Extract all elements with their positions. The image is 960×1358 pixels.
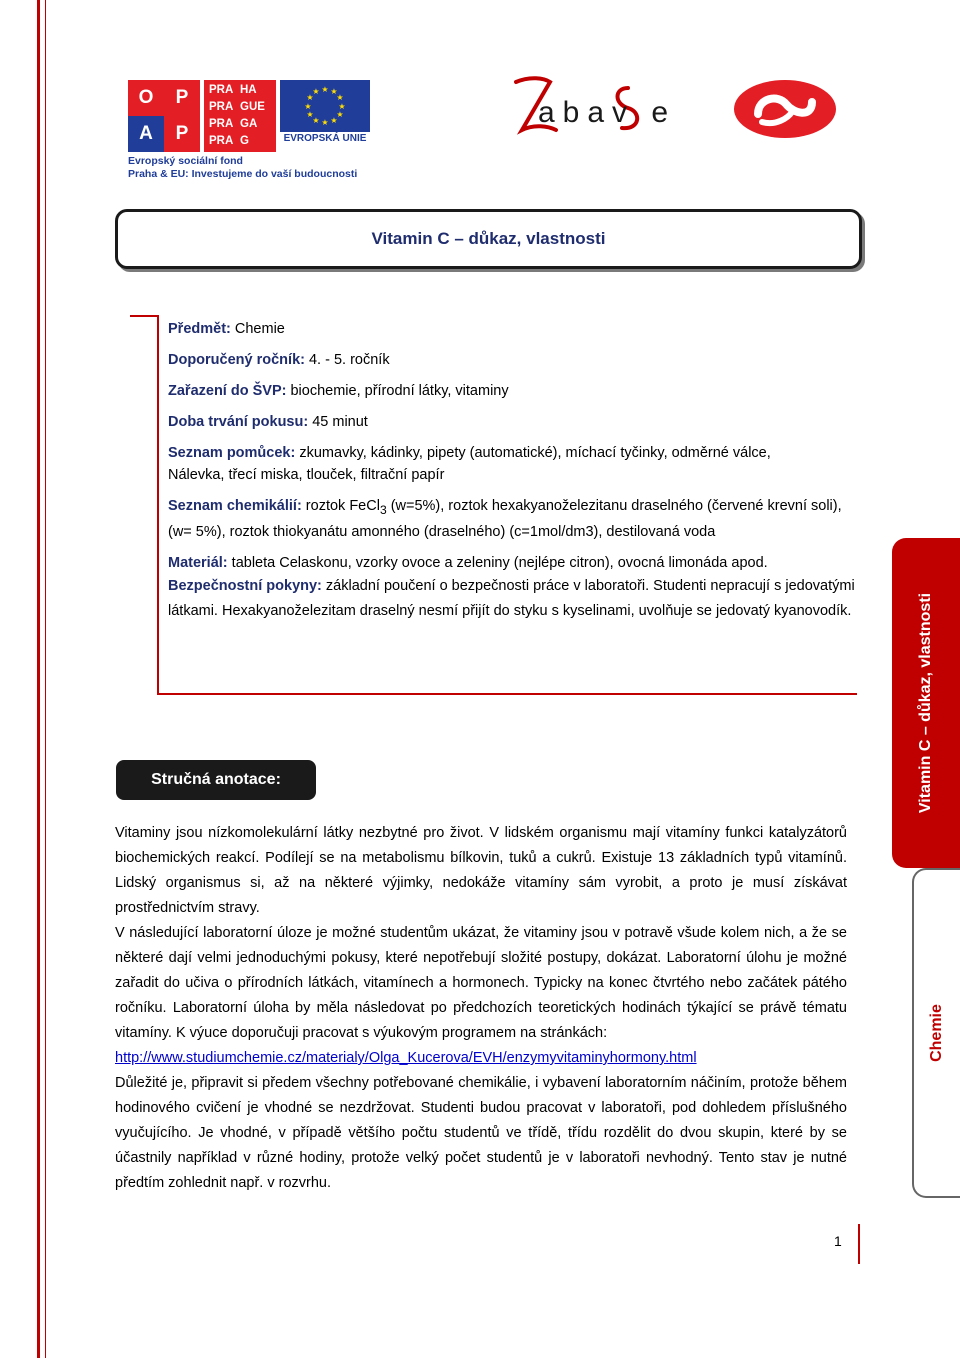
eu-logo — [280, 80, 370, 148]
red-circle-logo — [732, 78, 838, 140]
meta-block — [168, 318, 858, 624]
body-paragraph: Vitaminy jsou nízkomolekulární látky nezbytné pro život. V lidském organismu mají vitamíny funkci katalyzátorů biochemických reakcí. Podílejí se na metabolismu bílkovin, tuků a cukrů. Existuje 13 základních typů vitamínů. Lidský organismus si, až na některé výjimky, nedokáže vitamíny sám vyrobit, a proto je musí získávat prostřednictvím stravy. — [115, 825, 847, 916]
meta-tools: Seznam pomůcek: zkumavky, kádinky, pipety (automatické), míchací tyčinky, odměrné válce, — [168, 445, 771, 461]
praha-text: PRA — [209, 135, 234, 147]
eu-flag-icon — [280, 80, 370, 132]
svg-text:★: ★ — [312, 87, 320, 96]
meta-svp: Zařazení do ŠVP: biochemie, přírodní látky, vitaminy — [168, 383, 509, 399]
annotation-heading: Stručná anotace: — [116, 760, 316, 800]
svg-text:★: ★ — [306, 93, 314, 102]
oppa-letter: O — [138, 87, 154, 108]
margin-line-inner — [45, 0, 46, 1358]
page-number: 1 — [834, 1233, 842, 1249]
praha-text: GA — [240, 118, 258, 130]
svg-text:★: ★ — [312, 116, 320, 125]
esf-line: Evropský sociální fond — [128, 155, 243, 167]
svg-text:★: ★ — [336, 93, 344, 102]
meta-subject: Předmět: Chemie — [168, 321, 285, 337]
meta-safety: Bezpečnostní pokyny: základní poučení o bezpečnosti práce v laboratoři. Studenti nepracují s jedovatými látkami. Hexakyanoželezitam draselný nesmí přijít do styku s kyselinami, uvolňuje se jedovatý kyanovodík. — [168, 577, 855, 619]
side-tab-title-text: Vitamin C – důkaz, vlastnosti — [917, 592, 934, 814]
meta-material: Materiál: tableta Celaskonu, vzorky ovoce a zeleniny (nejlépe citron), ovocná limonáda apod. — [168, 554, 768, 571]
page-number-bar — [858, 1224, 860, 1264]
oppa-letter: A — [128, 116, 164, 152]
praha-text: PRA — [209, 118, 234, 130]
praha-text: HA — [240, 84, 257, 96]
svg-text:★: ★ — [306, 110, 314, 119]
side-tab-title — [892, 538, 960, 868]
body-paragraph: Důležité je, připravit si předem všechny potřebované chemikálie, i vybavení laboratorním náčiním, protože během hodinového cvičení je vhodné se nezdržovat. Studenti budou pracovat v laboratoři, pod dohledem příslušného vyučujícího. Je vhodné, v případě většího počtu studentů ve třídě, třídu rozdělit do dvou skupin, které by se účastnily například v různé hodiny, protože velký počet studentů je v laboratoři nevhodný. Tento stav je nutné předtím zohlednit např. v rozvrhu. — [115, 1075, 847, 1191]
esf-caption — [128, 155, 357, 181]
praha-text: G — [240, 135, 249, 147]
studiumchemie-link[interactable]: http://www.studiumchemie.cz/materialy/Olga_Kucerova/EVH/enzymyvitaminyhormony.html — [115, 1050, 697, 1066]
oppa-letter: P — [175, 123, 189, 144]
praha-text: PRA — [209, 101, 234, 113]
margin-line-outer — [37, 0, 40, 1358]
praha-logo — [204, 80, 276, 152]
side-tab-subject-text: Chemie — [928, 1004, 945, 1062]
praha-text: PRA — [209, 84, 234, 96]
oppa-logo — [128, 80, 200, 152]
svg-text:★: ★ — [321, 118, 329, 127]
svg-text:★: ★ — [336, 110, 344, 119]
meta-divider — [157, 315, 159, 695]
meta-chemicals: Seznam chemikálií: roztok FeCl$_3$ (w=5%), roztok hexakyanoželezitanu draselného (červené krevní soli), (w= 5%), roztok thiokyanátu amonného (draselného) (c=1mol/dm3), destilovaná voda — [168, 498, 842, 540]
svg-text:★: ★ — [304, 102, 312, 111]
esf-line: Praha & EU: Investujeme do vaší budoucnosti — [128, 168, 358, 180]
praha-text: GUE — [240, 101, 265, 113]
page-title: Vitamin C – důkaz, vlastnosti — [115, 209, 862, 269]
meta-duration: Doba trvání pokusu: 45 minut — [168, 414, 368, 430]
meta-divider — [130, 315, 158, 317]
annotation-body — [115, 821, 847, 1196]
meta-grade: Doporučený ročník: 4. - 5. ročník — [168, 352, 390, 368]
meta-divider — [157, 693, 857, 695]
meta-tools-cont: Nálevka, třecí miska, tlouček, filtrační papír — [168, 467, 445, 483]
zabavse-text: abav e — [538, 96, 677, 129]
zabavse-logo — [510, 74, 690, 138]
svg-text:★: ★ — [321, 85, 329, 94]
svg-text:★: ★ — [330, 87, 338, 96]
svg-text:★: ★ — [330, 116, 338, 125]
eu-label: EVROPSKÁ UNIE — [283, 133, 367, 144]
svg-text:★: ★ — [338, 102, 346, 111]
oppa-letter: P — [175, 87, 189, 108]
side-tab-subject — [912, 868, 960, 1198]
body-paragraph: V následující laboratorní úloze je možné studentům ukázat, že vitaminy jsou v potravě všude kolem nich, a že se některé dají velmi jednoduchými pokusy, které nepotřebují složité postupy, dokázat. Laboratorní úlohu je možné zařadit do učiva o přírodních látkách, vitamínech a hormonech. Typicky na konec čtvrtého nebo začátek pátého ročníku. Laboratorní úloha by měla následovat po předchozích teoretických hodinách týkající se právě tématu vitamíny. K výuce doporučuji pracovat s výukovým programem na stránkách: — [115, 925, 847, 1041]
